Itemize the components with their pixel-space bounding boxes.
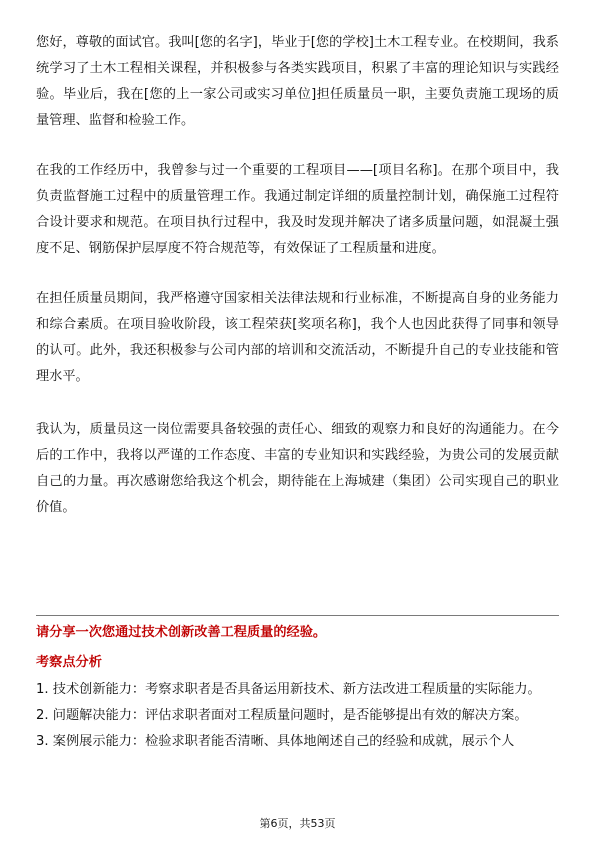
list-item: 3. 案例展示能力：检验求职者能否清晰、具体地阐述自己的经验和成就，展示个人 — [36, 734, 515, 749]
list-item: 1. 技术创新能力：考察求职者是否具备运用新技术、新方法改进工程质量的实际能力。 — [36, 682, 541, 697]
answer-body — [36, 30, 559, 521]
list-item: 2. 问题解决能力：评估求职者面对工程质量问题时，是否能够提出有效的解决方案。 — [36, 708, 528, 723]
interview-question: 请分享一次您通过技术创新改善工程质量的经验。 — [36, 625, 327, 640]
analysis-heading: 考察点分析 — [36, 655, 102, 670]
paragraph-achievements: 在担任质量员期间，我严格遵守国家相关法律法规和行业标准，不断提高自身的业务能力和综合素质。在项目验收阶段，该工程荣获[奖项名称]，我个人也因此获得了同事和领导的认可。此外，我还积极参与公司内部的培训和交流活动，不断提升自己的专业技能和管理水平。 — [36, 291, 559, 384]
paragraph-intro: 您好，尊敬的面试官。我叫[您的名字]，毕业于[您的学校]土木工程专业。在校期间，我系统学习了土木工程相关课程，并积极参与各类实践项目，积累了丰富的理论知识与实践经验。毕业后，我在[您的上一家公司或实习单位]担任质量员一职，主要负责施工现场的质量管理、监督和检验工作。 — [36, 35, 559, 128]
analysis-list — [36, 677, 559, 755]
page-number: 第6页，共53页 — [259, 817, 336, 830]
paragraph-conclusion: 我认为，质量员这一岗位需要具备较强的责任心、细致的观察力和良好的沟通能力。在今后的工作中，我将以严谨的工作态度、丰富的专业知识和实践经验，为贵公司的发展贡献自己的力量。再次感谢您给我这个机会，期待能在上海城建（集团）公司实现自己的职业价值。 — [36, 422, 559, 515]
section-divider — [36, 615, 559, 616]
paragraph-project-experience: 在我的工作经历中，我曾参与过一个重要的工程项目——[项目名称]。在那个项目中，我负责监督施工过程中的质量管理工作。我通过制定详细的质量控制计划，确保施工过程符合设计要求和规范。在项目执行过程中，我及时发现并解决了诸多质量问题，如混凝土强度不足、钢筋保护层厚度不符合规范等，有效保证了工程质量和进度。 — [36, 163, 559, 256]
